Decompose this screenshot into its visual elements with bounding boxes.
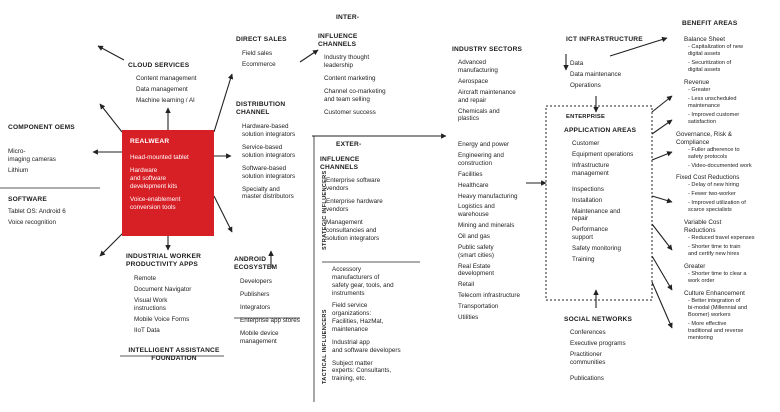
android-item: Developers bbox=[240, 278, 272, 286]
tactical-item: Field service organizations: Facilities, HazMat, maintenance bbox=[332, 302, 384, 334]
industrial-apps-item: Remote bbox=[134, 275, 157, 283]
arrow-ent-revenue bbox=[652, 120, 672, 134]
benefit-areas-panel bbox=[676, 20, 776, 344]
benefit-item: - Delay of new hiring bbox=[688, 182, 776, 189]
application-area-item: Equipment operations bbox=[572, 151, 634, 159]
inter-channels-item: Channel co-marketing and team selling bbox=[324, 88, 386, 103]
benefit-group bbox=[676, 263, 776, 285]
direct-sales-item: Ecommerce bbox=[242, 61, 276, 69]
strategic-influencers-label: STRATEGIC INFLUENCERS bbox=[322, 170, 328, 250]
benefit-item: - Reduced travel expenses bbox=[688, 235, 776, 242]
arrow-ent-balance bbox=[652, 96, 672, 112]
realwear-item: Hardware and software development kits bbox=[130, 167, 178, 190]
industrial-apps-item: Mobile Voice Forms bbox=[134, 315, 190, 323]
benefit-item: - Fuller adherence to safety protocols bbox=[688, 147, 776, 161]
tactical-item: Industrial app and software developers bbox=[332, 338, 401, 354]
ict-item: Operations bbox=[570, 81, 601, 89]
industry-item: Chemicals and plastics bbox=[458, 107, 500, 123]
industrial-apps-item: Document Navigator bbox=[134, 286, 192, 294]
distribution-item: Service-based solution integrators bbox=[242, 144, 296, 160]
tactical-item: Accessory manufacturers of safety gear, tools, and instruments bbox=[332, 266, 394, 297]
benefit-item: - Shorter time to clear a work order bbox=[688, 271, 776, 285]
cloud-services-panel bbox=[128, 62, 228, 108]
industry-item: Heavy manufacturing bbox=[458, 192, 518, 200]
industry-item: Energy and power bbox=[458, 141, 510, 149]
benefit-item: - Capitalization of new digital assets bbox=[688, 44, 776, 58]
industry-item: Oil and gas bbox=[458, 232, 490, 240]
benefit-item: - Improved utilization of scarce specialists bbox=[688, 200, 776, 214]
industry-item: Utilities bbox=[458, 313, 479, 321]
application-area-item: Safety monitoring bbox=[572, 245, 622, 253]
software-item: Tablet OS: Android 6 bbox=[8, 208, 66, 216]
tactical-influencers-list bbox=[332, 266, 432, 388]
industrial-apps-item: Visual Work instructions bbox=[134, 297, 168, 313]
benefit-group-name: Variable Cost Reductions bbox=[684, 219, 722, 235]
cloud-services-title: CLOUD SERVICES bbox=[128, 62, 190, 69]
distribution-title: DISTRIBUTION CHANNEL bbox=[236, 101, 286, 117]
exter-channels-title: INFLUENCE CHANNELS bbox=[320, 156, 360, 172]
exter-channels-item: Management consultancies and solution integrators bbox=[326, 218, 380, 242]
component-oems-panel bbox=[8, 124, 118, 178]
arrow-ent-fixed bbox=[652, 196, 672, 202]
cloud-services-item: Content management bbox=[136, 75, 197, 83]
benefit-group-name: Culture Enhancement bbox=[684, 289, 745, 297]
software-title: SOFTWARE bbox=[8, 196, 47, 203]
benefit-group bbox=[676, 36, 776, 74]
ict-item: Data bbox=[570, 60, 584, 68]
arrow-to-software bbox=[100, 232, 124, 256]
android-panel bbox=[234, 256, 314, 351]
direct-sales-item: Field sales bbox=[242, 50, 273, 58]
application-area-item: Inspections bbox=[572, 185, 604, 193]
industry-item: Aerospace bbox=[458, 77, 489, 85]
benefit-item: - Securitization of digital assets bbox=[688, 60, 776, 74]
benefit-item: - Shorter time to train and certify new hires bbox=[688, 244, 776, 258]
industry-sectors-title: INDUSTRY SECTORS bbox=[452, 46, 523, 53]
benefit-item: - Video-documented work bbox=[688, 163, 776, 170]
inter-channels-item: Customer success bbox=[324, 108, 376, 116]
social-networks-panel bbox=[564, 316, 664, 386]
realwear-box bbox=[122, 130, 214, 236]
android-title: ANDROID ECOSYSTEM bbox=[234, 256, 278, 272]
component-oems-title: COMPONENT OEMS bbox=[8, 124, 75, 131]
benefit-item: - More effective traditional and reverse mentoring bbox=[688, 321, 776, 342]
benefit-areas-title: BENEFIT AREAS bbox=[682, 20, 738, 27]
exter-channels-panel bbox=[318, 156, 428, 247]
arrow-ent-governance bbox=[652, 152, 672, 160]
application-area-item: Training bbox=[572, 255, 595, 263]
application-area-item: Performance support bbox=[572, 226, 609, 242]
benefit-item: - Improved customer satisfaction bbox=[688, 112, 776, 126]
social-item: Practitioner communities bbox=[570, 350, 606, 366]
benefit-group-name: Greater bbox=[684, 262, 706, 270]
industry-item: Aircraft maintenance and repair bbox=[458, 88, 516, 104]
application-area-item: Installation bbox=[572, 196, 603, 204]
inter-channels-item: Content marketing bbox=[324, 75, 376, 83]
industry-item: Healthcare bbox=[458, 181, 489, 189]
ict-panel bbox=[566, 36, 662, 93]
android-item: Mobile device management bbox=[240, 329, 279, 345]
benefit-group-name: Governance, Risk & Compliance bbox=[676, 130, 732, 146]
ict-title: ICT INFRASTRUCTURE bbox=[566, 36, 643, 43]
inter-channels-item: Industry thought leadership bbox=[324, 54, 370, 70]
android-item: Enterprise app stores bbox=[240, 317, 300, 325]
distribution-item: Software-based solution integrators bbox=[242, 164, 296, 180]
realwear-item: Head-mounted tablet bbox=[130, 154, 189, 162]
software-item: Voice recognition bbox=[8, 219, 56, 227]
benefit-group-name: Balance Sheet bbox=[684, 36, 725, 44]
application-area-item: Infrastructure management bbox=[572, 162, 610, 178]
inter-channels-title: INFLUENCE CHANNELS bbox=[318, 33, 358, 49]
benefit-item: - Fewer two-worker bbox=[688, 191, 776, 198]
direct-sales-panel bbox=[236, 36, 316, 72]
cloud-services-item: Machine learning / AI bbox=[136, 96, 195, 104]
distribution-item: Hardware-based solution integrators bbox=[242, 123, 296, 139]
benefit-group bbox=[676, 290, 776, 342]
component-oems-item: Lithium bbox=[8, 166, 29, 174]
industry-item: Advanced manufacturing bbox=[458, 59, 498, 75]
application-areas-title: APPLICATION AREAS bbox=[564, 127, 637, 135]
intelligent-assistance-foundation: INTELLIGENT ASSISTANCE FOUNDATION bbox=[128, 346, 220, 362]
benefit-item: - Less unscheduled maintenance bbox=[688, 96, 776, 110]
industrial-apps-title: INDUSTRIAL WORKER PRODUCTIVITY APPS bbox=[126, 253, 202, 269]
application-area-item: Maintenance and repair bbox=[572, 207, 621, 223]
distribution-item: Specialty and master distributors bbox=[242, 185, 294, 201]
distribution-panel bbox=[236, 101, 318, 206]
benefit-group bbox=[676, 79, 776, 126]
inter-label: INTER- bbox=[336, 14, 360, 21]
social-item: Conferences bbox=[570, 329, 606, 337]
exter-label: EXTER- bbox=[336, 141, 362, 148]
tactical-influencers-label: TACTICAL INFLUENCERS bbox=[322, 309, 328, 384]
social-item: Publications bbox=[570, 374, 604, 382]
exter-channels-item: Enterprise hardware vendors bbox=[326, 198, 383, 214]
direct-sales-title: DIRECT SALES bbox=[236, 36, 287, 43]
benefit-group bbox=[676, 174, 776, 214]
realwear-title: REALWEAR bbox=[130, 138, 170, 145]
benefit-group bbox=[676, 219, 776, 258]
industry-item: Retail bbox=[458, 281, 475, 289]
industrial-apps-panel bbox=[126, 253, 226, 363]
benefit-item: - Better integration of bi-modal (Millennial and Boomer) workers bbox=[688, 298, 776, 319]
industry-sectors-panel bbox=[452, 46, 548, 325]
android-item: Integrators bbox=[240, 304, 271, 312]
social-networks-title: SOCIAL NETWORKS bbox=[564, 316, 633, 323]
arrow-to-upper-left-corner bbox=[98, 46, 124, 60]
cloud-services-item: Data management bbox=[136, 86, 188, 94]
industry-item: Engineering and construction bbox=[458, 152, 504, 167]
benefit-group bbox=[676, 131, 776, 170]
component-oems-item: Micro- imaging cameras bbox=[8, 148, 56, 164]
industry-item: Logistics and warehouse bbox=[458, 203, 495, 219]
benefit-group-name: Fixed Cost Reductions bbox=[676, 174, 740, 182]
industry-item: Mining and minerals bbox=[458, 222, 515, 230]
industry-item: Real Estate development bbox=[458, 262, 495, 278]
industrial-apps-item: IIoT Data bbox=[134, 326, 160, 334]
industry-item: Public safety (smart cities) bbox=[458, 243, 495, 259]
arrow-ent-greater bbox=[652, 256, 672, 290]
ict-item: Data maintenance bbox=[570, 71, 622, 79]
enterprise-label: ENTERPRISE bbox=[566, 114, 606, 120]
inter-channels-panel bbox=[318, 33, 428, 122]
benefit-group-name: Revenue bbox=[684, 79, 710, 87]
realwear-item: Voice-enablement conversion tools bbox=[130, 195, 181, 211]
software-panel bbox=[8, 196, 118, 230]
tactical-item: Subject matter experts: Consultants, training, etc. bbox=[332, 359, 392, 383]
benefit-item: - Greater bbox=[688, 87, 776, 94]
industry-item: Telecom infrastructure bbox=[458, 292, 520, 300]
exter-channels-item: Enterprise software vendors bbox=[326, 177, 381, 193]
arrow-to-android bbox=[214, 196, 232, 232]
social-item: Executive programs bbox=[570, 340, 626, 348]
application-area-item: Customer bbox=[572, 140, 600, 148]
android-item: Publishers bbox=[240, 291, 270, 299]
enterprise-panel bbox=[558, 114, 650, 267]
arrow-ent-variable bbox=[652, 224, 672, 250]
industry-item: Facilities bbox=[458, 170, 483, 178]
industry-item: Transportation bbox=[458, 303, 499, 310]
